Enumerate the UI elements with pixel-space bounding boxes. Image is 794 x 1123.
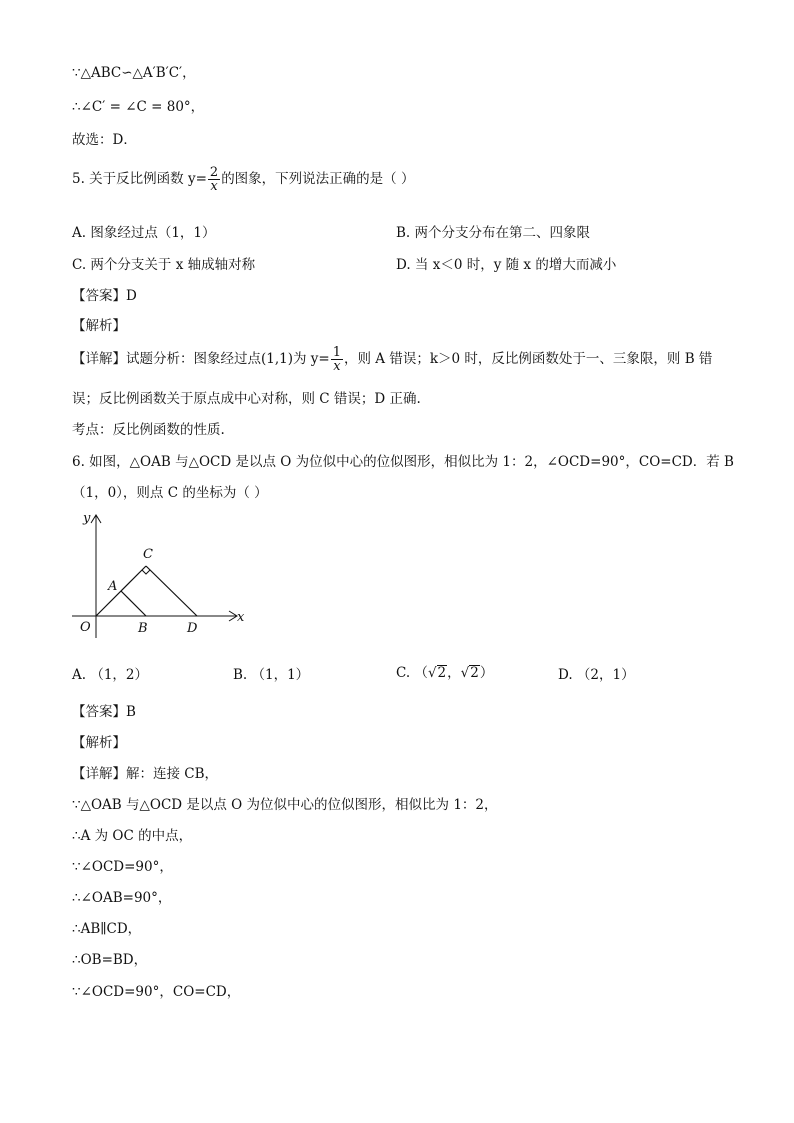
q5-detail-prefix: 【详解】试题分析：图象经过点(1,1)为 y= — [72, 351, 330, 367]
q6-option-c-suffix: ） — [479, 665, 494, 681]
label-y: y — [83, 511, 91, 526]
q6-step: 【详解】解：连接 CB， — [72, 766, 219, 782]
q5-detail-suffix: ，则 A 错误；k＞0 时，反比例函数处于一、三象限，则 B 错 — [344, 351, 713, 367]
separator: ， — [447, 665, 461, 681]
q5-answer: 【答案】D — [72, 288, 137, 304]
q6-step: ∵∠OCD=90°， — [72, 859, 173, 875]
question-5-stem — [72, 166, 414, 193]
label-o: O — [80, 620, 91, 635]
q6-option-b: B. （1，1） — [233, 667, 310, 683]
q5-suffix: 的图象，下列说法正确的是（ ） — [221, 171, 415, 187]
text-line: ∵△ABC∽△A′B′C′， — [72, 65, 196, 81]
right-angle-mark — [142, 570, 150, 574]
question-6-stem-line1: 6. 如图，△OAB 与△OCD 是以点 O 为位似中心的位似图形，相似比为 1：2，∠OCD=90°，CO=CD．若 B — [72, 454, 734, 470]
label-x: x — [237, 610, 245, 625]
label-c: C — [143, 547, 153, 562]
fraction-denominator: x — [333, 359, 341, 374]
q5-option-c: C. 两个分支关于 x 轴成轴对称 — [72, 257, 256, 273]
q6-step: ∴A 为 OC 的中点， — [72, 828, 193, 844]
q6-step: ∴AB∥CD， — [72, 921, 142, 937]
q5-option-b: B. 两个分支分布在第二、四象限 — [396, 225, 591, 241]
q6-step: ∴OB=BD， — [72, 952, 148, 968]
fraction-numerator: 2 — [209, 165, 219, 180]
q6-option-d: D. （2，1） — [558, 667, 635, 683]
q6-answer: 【答案】B — [72, 704, 136, 720]
segment-ab — [121, 591, 146, 616]
q5-detail-line1 — [72, 346, 712, 373]
q6-analysis-heading: 【解析】 — [72, 735, 126, 751]
fraction — [331, 346, 343, 373]
fraction — [208, 166, 220, 193]
sqrt-expression: √2 — [427, 665, 447, 681]
q6-step: ∵△OAB 与△OCD 是以点 O 为位似中心的位似图形，相似比为 1：2， — [72, 797, 498, 813]
q6-option-c-prefix: C. （ — [396, 665, 428, 681]
fraction-numerator: 1 — [332, 345, 342, 360]
q5-kaodian: 考点：反比例函数的性质. — [72, 422, 225, 438]
radicand: 2 — [470, 665, 479, 681]
q6-step: ∵∠OCD=90°，CO=CD， — [72, 984, 241, 1000]
q6-figure — [70, 510, 250, 642]
question-6-stem-line2: （1，0），则点 C 的坐标为（ ） — [72, 485, 268, 501]
label-b: B — [138, 621, 148, 636]
text-line: ∴∠C′ = ∠C = 80°， — [72, 99, 205, 115]
q5-analysis-heading: 【解析】 — [72, 318, 126, 334]
q5-option-a: A. 图象经过点（1，1） — [72, 225, 216, 241]
q5-detail-line2: 误；反比例函数关于原点成中心对称，则 C 错误；D 正确. — [72, 391, 421, 407]
q5-option-d: D. 当 x＜0 时，y 随 x 的增大而减小 — [396, 257, 617, 273]
q6-option-a: A. （1，2） — [72, 667, 149, 683]
q5-prefix: 5. 关于反比例函数 y= — [72, 171, 207, 187]
radicand: 2 — [437, 665, 447, 681]
label-d: D — [187, 621, 198, 636]
label-a: A — [108, 579, 118, 594]
segment-cd — [146, 566, 197, 616]
sqrt-expression: √2 — [460, 665, 479, 681]
fraction-denominator: x — [210, 179, 218, 194]
text-line: 故选：D． — [72, 132, 137, 148]
q6-step: ∴∠OAB=90°， — [72, 890, 172, 906]
q6-option-c — [396, 664, 493, 682]
